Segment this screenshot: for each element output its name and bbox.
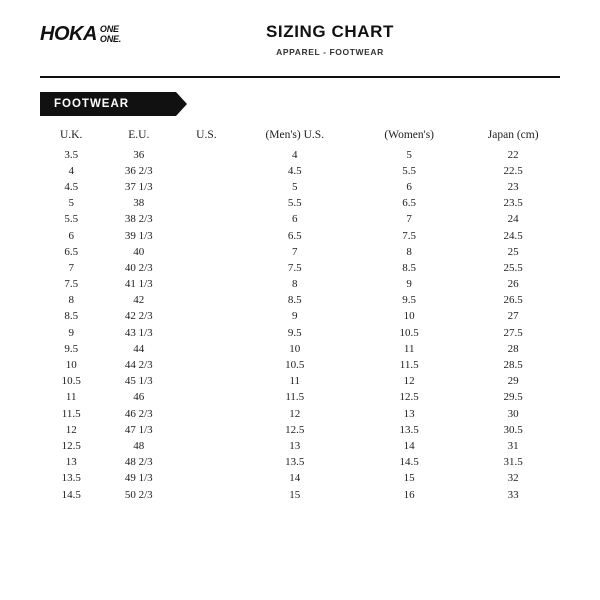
page-title: SIZING CHART <box>265 22 395 41</box>
cell-uk: 11.5 <box>61 407 81 420</box>
cell-eu: 41 1/3 <box>124 278 153 291</box>
cell-eu: 36 <box>133 148 145 161</box>
table-row <box>40 341 560 357</box>
cell-us <box>175 341 237 357</box>
cell-us <box>175 470 237 486</box>
cell-uk: 8 <box>68 294 74 307</box>
cell-japan: 24.5 <box>503 229 523 242</box>
cell-mens-us: 12.5 <box>285 423 305 436</box>
cell-us <box>175 244 237 260</box>
table-row <box>40 470 560 486</box>
cell-eu: 43 1/3 <box>124 326 153 339</box>
cell-womens: 6.5 <box>402 197 417 210</box>
cell-uk: 12.5 <box>61 439 81 452</box>
cell-us <box>175 308 237 324</box>
cell-us <box>175 438 237 454</box>
cell-mens-us: 12 <box>289 407 301 420</box>
cell-japan: 27 <box>507 310 519 323</box>
cell-eu: 48 <box>133 439 145 452</box>
table-header-row <box>40 126 560 147</box>
cell-womens: 8.5 <box>402 261 417 274</box>
cell-uk: 10.5 <box>61 375 81 388</box>
cell-mens-us: 13 <box>289 439 301 452</box>
cell-us <box>175 486 237 502</box>
cell-mens-us: 11 <box>289 375 301 388</box>
cell-womens: 10 <box>403 310 415 323</box>
cell-womens: 12.5 <box>399 391 419 404</box>
table-row <box>40 486 560 502</box>
table-row <box>40 389 560 405</box>
column-header-mens-us: (Men's) U.S. <box>265 128 325 141</box>
cell-mens-us: 10 <box>289 342 301 355</box>
cell-womens: 16 <box>403 488 415 501</box>
cell-eu: 49 1/3 <box>124 472 153 485</box>
cell-eu: 42 <box>133 294 145 307</box>
cell-mens-us: 14 <box>289 472 301 485</box>
cell-mens-us: 4.5 <box>287 164 302 177</box>
cell-us <box>175 179 237 195</box>
cell-womens: 10.5 <box>399 326 419 339</box>
cell-japan: 33 <box>507 488 519 501</box>
cell-eu: 38 2/3 <box>124 213 153 226</box>
cell-mens-us: 11.5 <box>285 391 305 404</box>
table-row <box>40 373 560 389</box>
cell-eu: 50 2/3 <box>124 488 153 501</box>
cell-uk: 8.5 <box>64 310 79 323</box>
cell-uk: 12 <box>65 423 77 436</box>
cell-japan: 26.5 <box>503 294 523 307</box>
cell-womens: 5.5 <box>402 164 417 177</box>
table-row <box>40 163 560 179</box>
table-row <box>40 292 560 308</box>
cell-japan: 28 <box>507 342 519 355</box>
section-banner-footwear: FOOTWEAR <box>40 92 176 116</box>
cell-japan: 32 <box>507 472 519 485</box>
column-header-womens: (Women's) <box>384 128 435 141</box>
cell-womens: 11.5 <box>399 359 419 372</box>
column-header-eu: E.U. <box>128 128 150 141</box>
cell-eu: 40 <box>133 245 145 258</box>
cell-womens: 12 <box>403 375 415 388</box>
cell-us <box>175 422 237 438</box>
cell-eu: 45 1/3 <box>124 375 153 388</box>
cell-japan: 30.5 <box>503 423 523 436</box>
cell-japan: 25 <box>507 245 519 258</box>
cell-japan: 25.5 <box>503 261 523 274</box>
cell-eu: 38 <box>133 197 145 210</box>
cell-uk: 7.5 <box>64 278 79 291</box>
cell-eu: 46 <box>133 391 145 404</box>
cell-us <box>175 211 237 227</box>
cell-us <box>175 195 237 211</box>
cell-us <box>175 373 237 389</box>
column-header-japan: Japan (cm) <box>487 128 539 141</box>
cell-us <box>175 292 237 308</box>
cell-mens-us: 7 <box>292 245 298 258</box>
cell-womens: 6 <box>406 180 412 193</box>
cell-japan: 24 <box>507 213 519 226</box>
cell-womens: 9 <box>406 278 412 291</box>
cell-womens: 13 <box>403 407 415 420</box>
cell-uk: 9.5 <box>64 342 79 355</box>
cell-us <box>175 163 237 179</box>
cell-japan: 23 <box>507 180 519 193</box>
table-row <box>40 454 560 470</box>
cell-japan: 30 <box>507 407 519 420</box>
footwear-size-table <box>40 126 560 503</box>
cell-womens: 8 <box>406 245 412 258</box>
cell-eu: 40 2/3 <box>124 261 153 274</box>
cell-mens-us: 6 <box>292 213 298 226</box>
cell-mens-us: 15 <box>289 488 301 501</box>
cell-mens-us: 6.5 <box>287 229 302 242</box>
cell-uk: 11 <box>65 391 77 404</box>
page-subtitle: APPAREL - FOOTWEAR <box>276 47 384 57</box>
cell-uk: 5 <box>68 197 74 210</box>
table-row <box>40 325 560 341</box>
cell-womens: 15 <box>403 472 415 485</box>
cell-eu: 42 2/3 <box>124 310 153 323</box>
table-row <box>40 244 560 260</box>
table-row <box>40 406 560 422</box>
cell-uk: 4.5 <box>64 180 79 193</box>
table-row <box>40 308 560 324</box>
column-header-us: U.S. <box>196 128 217 141</box>
cell-us <box>175 147 237 163</box>
cell-mens-us: 10.5 <box>285 359 305 372</box>
cell-mens-us: 8 <box>292 278 298 291</box>
cell-eu: 47 1/3 <box>124 423 153 436</box>
section-banner-wrap <box>0 78 600 116</box>
table-row <box>40 276 560 292</box>
table-body <box>40 147 560 503</box>
title-block <box>100 22 560 57</box>
cell-mens-us: 8.5 <box>287 294 302 307</box>
table-row <box>40 227 560 243</box>
cell-eu: 39 1/3 <box>124 229 153 242</box>
cell-us <box>175 325 237 341</box>
cell-us <box>175 276 237 292</box>
cell-japan: 22.5 <box>503 164 523 177</box>
table-row <box>40 422 560 438</box>
cell-uk: 6 <box>68 229 74 242</box>
cell-womens: 9.5 <box>402 294 417 307</box>
cell-eu: 44 <box>133 342 145 355</box>
document-header <box>0 0 600 62</box>
cell-japan: 28.5 <box>503 359 523 372</box>
cell-uk: 7 <box>68 261 74 274</box>
cell-mens-us: 5 <box>292 180 298 193</box>
cell-us <box>175 454 237 470</box>
cell-eu: 36 2/3 <box>124 164 153 177</box>
cell-uk: 9 <box>68 326 74 339</box>
cell-japan: 27.5 <box>503 326 523 339</box>
cell-womens: 14 <box>403 439 415 452</box>
cell-us <box>175 406 237 422</box>
cell-womens: 7 <box>406 213 412 226</box>
cell-mens-us: 5.5 <box>287 197 302 210</box>
cell-uk: 6.5 <box>64 245 79 258</box>
cell-mens-us: 9.5 <box>287 326 302 339</box>
table-row <box>40 260 560 276</box>
cell-japan: 22 <box>507 148 519 161</box>
cell-us <box>175 357 237 373</box>
column-header-uk: U.K. <box>60 128 83 141</box>
cell-eu: 48 2/3 <box>124 456 153 469</box>
cell-mens-us: 9 <box>292 310 298 323</box>
logo-one-bottom: ONE. <box>99 34 122 44</box>
table-row <box>40 357 560 373</box>
table-row <box>40 195 560 211</box>
cell-eu: 37 1/3 <box>124 180 153 193</box>
cell-eu: 46 2/3 <box>124 407 153 420</box>
cell-us <box>175 389 237 405</box>
cell-uk: 14.5 <box>61 488 81 501</box>
cell-mens-us: 7.5 <box>287 261 302 274</box>
cell-uk: 10 <box>65 359 77 372</box>
table-row <box>40 179 560 195</box>
cell-mens-us: 13.5 <box>285 456 305 469</box>
cell-womens: 13.5 <box>399 423 419 436</box>
cell-us <box>175 260 237 276</box>
cell-uk: 3.5 <box>64 148 79 161</box>
cell-womens: 7.5 <box>402 229 417 242</box>
logo-one-top: ONE <box>99 24 119 34</box>
cell-japan: 23.5 <box>503 197 523 210</box>
cell-uk: 5.5 <box>64 213 79 226</box>
cell-mens-us: 4 <box>292 148 298 161</box>
cell-japan: 31.5 <box>503 456 523 469</box>
cell-eu: 44 2/3 <box>124 359 153 372</box>
table-row <box>40 438 560 454</box>
cell-japan: 31 <box>507 439 519 452</box>
cell-japan: 29 <box>507 375 519 388</box>
cell-womens: 14.5 <box>399 456 419 469</box>
cell-us <box>175 227 237 243</box>
cell-uk: 13 <box>65 456 77 469</box>
cell-womens: 11 <box>403 342 415 355</box>
size-table-wrap <box>0 116 600 503</box>
cell-japan: 29.5 <box>503 391 523 404</box>
logo-wordmark: HOKA <box>40 23 97 45</box>
cell-womens: 5 <box>406 148 412 161</box>
table-row <box>40 147 560 163</box>
cell-uk: 4 <box>68 164 74 177</box>
cell-japan: 26 <box>507 278 519 291</box>
table-row <box>40 211 560 227</box>
cell-uk: 13.5 <box>61 472 81 485</box>
